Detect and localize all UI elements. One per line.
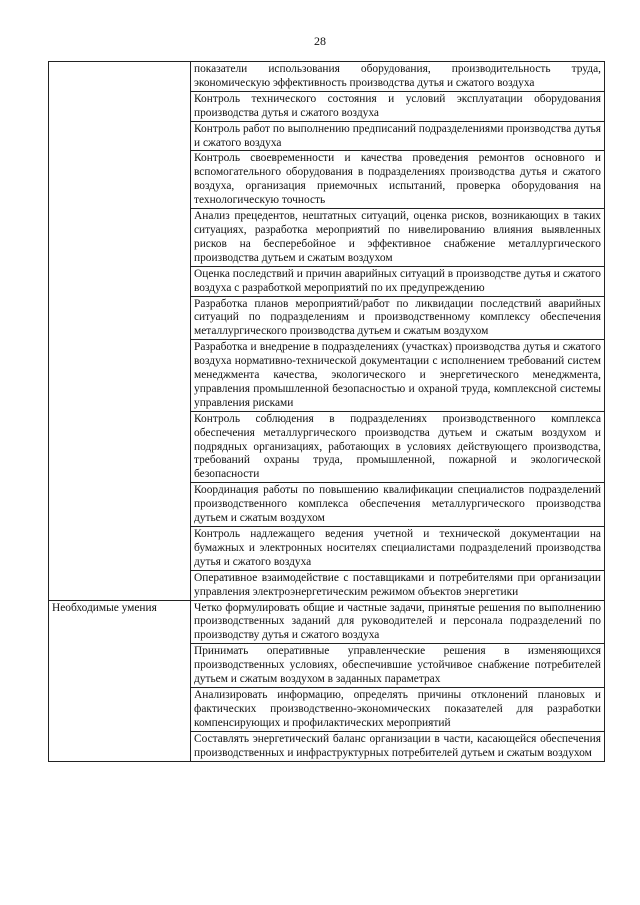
table-cell: Контроль своевременности и качества проведения ремонтов основного и вспомогательного оборудования в подразделениях производства дутья и сжатого воздуха, организация приемочных испытаний, проверка оборудования на технологическую точность	[191, 151, 605, 209]
section-label: Необходимые умения	[49, 600, 191, 761]
table-cell: Составлять энергетический баланс организации в части, касающейся обеспечения производственных и инфраструктурных потребителей дутьем и сжатым воздухом	[191, 731, 605, 761]
table-cell: показатели использования оборудования, производительность труда, экономическую эффективность производства дутья и сжатого воздуха	[191, 62, 605, 92]
table-cell: Контроль работ по выполнению предписаний подразделениями производства дутья и сжатого воздуха	[191, 121, 605, 151]
table-cell: Принимать оперативные управленческие решения в изменяющихся производственных условиях, обеспечившие устойчивое снабжение потребителей дутьем и сжатым воздухом в заданных параметрах	[191, 644, 605, 688]
table-cell: Разработка и внедрение в подразделениях (участках) производства дутья и сжатого воздуха нормативно-технической документации с исполнением требований систем менеджмента качества, экологического и энергетического менеджмента, управления промышленной безопасностью и охраной труда, комплексной системы управления рисками	[191, 340, 605, 412]
table-cell: Оценка последствий и причин аварийных ситуаций в производстве дутья и сжатого воздуха с разработкой мероприятий по их предупреждению	[191, 266, 605, 296]
table-cell: Анализировать информацию, определять причины отклонений плановых и фактических производственно-экономических показателей для разработки компенсирующих и профилактических мероприятий	[191, 687, 605, 731]
table-cell: Координация работы по повышению квалификации специалистов подразделений производственного комплекса обеспечения металлургического производства дутьем и сжатым воздухом	[191, 483, 605, 527]
table-cell: Контроль соблюдения в подразделениях производственного комплекса обеспечения металлургического производства дутьем и сжатым воздухом и подрядных организациях, работающих в условиях действующего производства, требований охраны труда, промышленной, пожарной и экологической безопасности	[191, 411, 605, 483]
job-functions-table	[48, 61, 605, 762]
table-cell: Оперативное взаимодействие с поставщиками и потребителями при организации управления электроэнергетическим режимом объектов энергетики	[191, 570, 605, 600]
page-number: 28	[314, 34, 326, 48]
table-cell: Разработка планов мероприятий/работ по ликвидации последствий аварийных ситуаций по подразделениям и производственному комплексу обеспечения металлургического производства дутьем и сжатым воздухом	[191, 296, 605, 340]
section-label	[49, 62, 191, 601]
table-row	[49, 600, 605, 644]
table-cell: Анализ прецедентов, нештатных ситуаций, оценка рисков, возникающих в таких ситуациях, разработка мероприятий по нивелированию влияния выявленных рисков на бесперебойное и эффективное снабжение металлургического производства дутьем и сжатым воздухом	[191, 209, 605, 267]
table-row	[49, 62, 605, 92]
table-cell: Контроль надлежащего ведения учетной и технической документации на бумажных и электронных носителях специалистами подразделений производства дутья и сжатого воздуха	[191, 527, 605, 571]
table-cell: Контроль технического состояния и условий эксплуатации оборудования производства дутья и сжатого воздуха	[191, 91, 605, 121]
table-cell: Четко формулировать общие и частные задачи, принятые решения по выполнению производственных заданий для руководителей и персонала подразделений по производству дутья и сжатого воздуха	[191, 600, 605, 644]
